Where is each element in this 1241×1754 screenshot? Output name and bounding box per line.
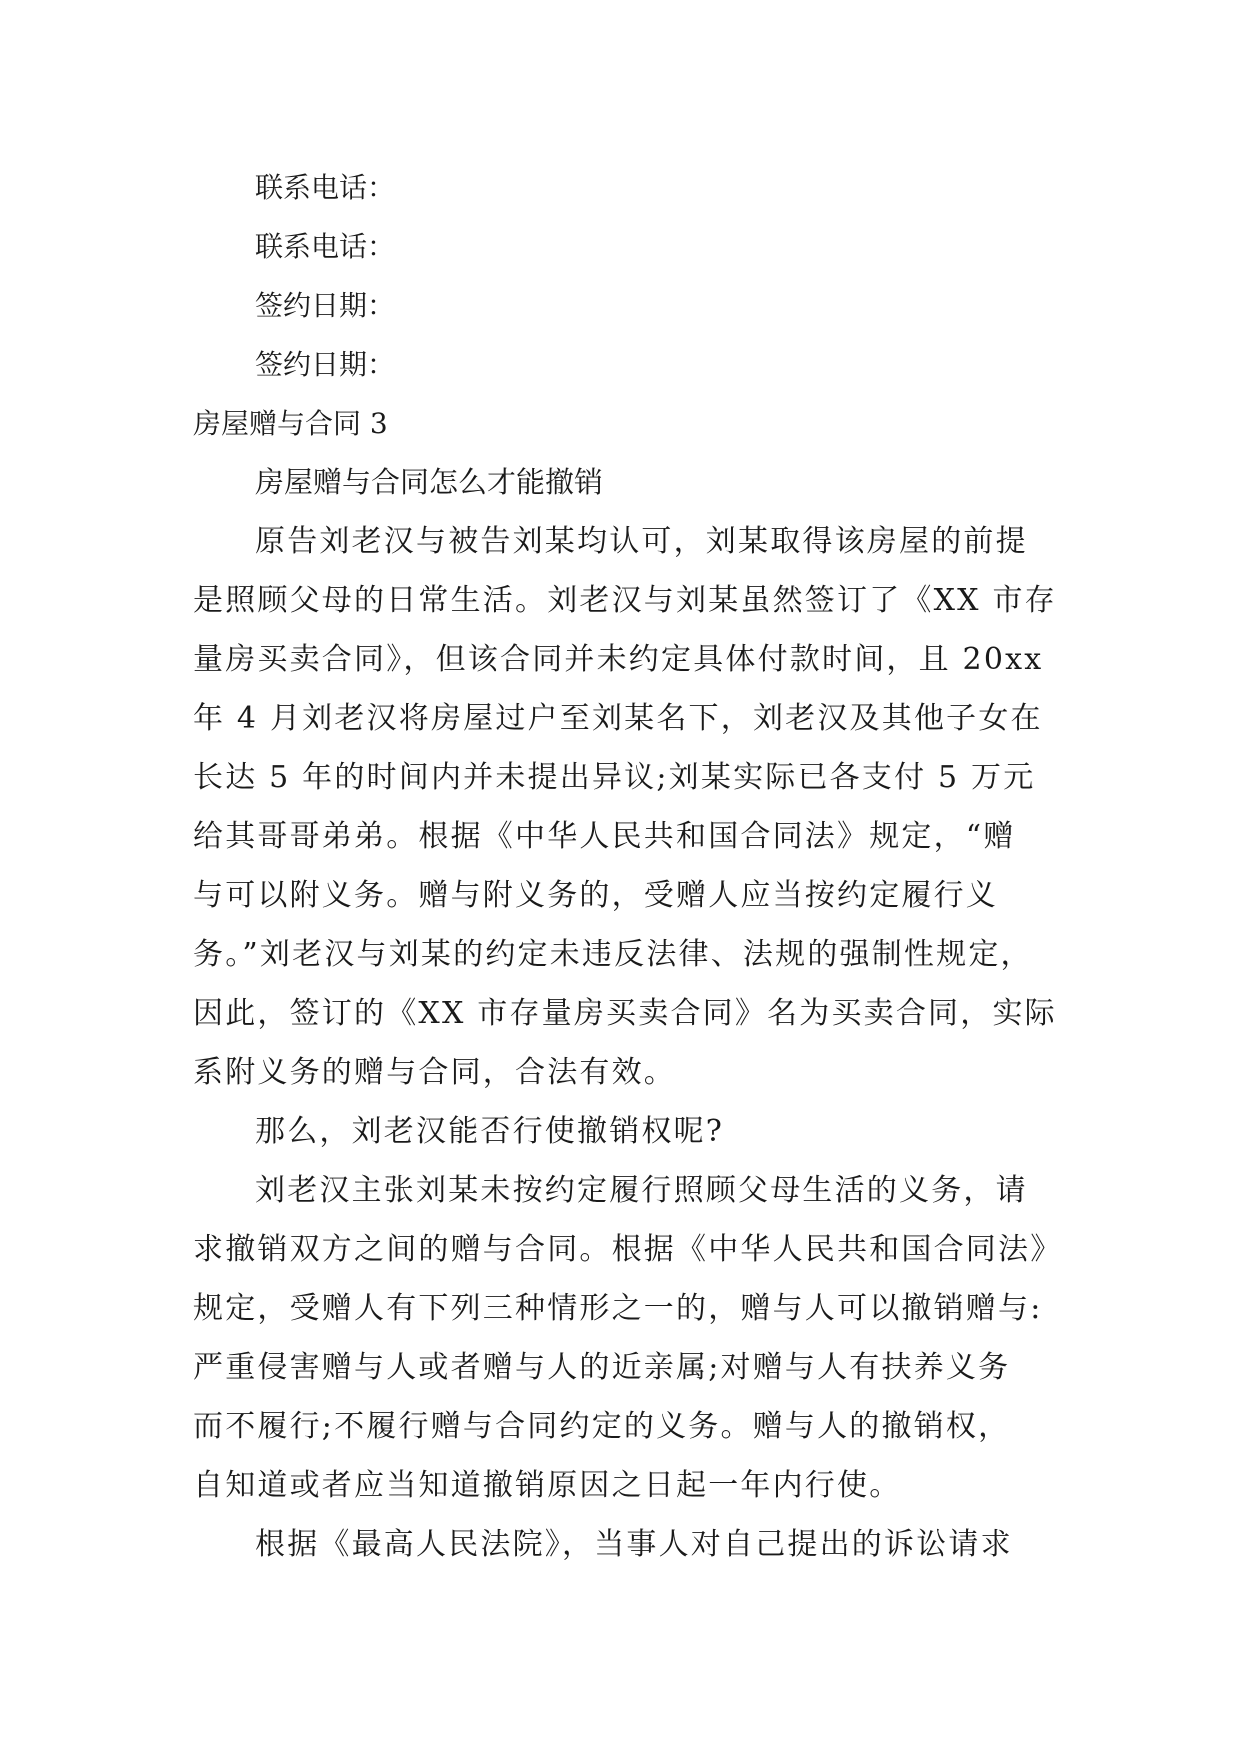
signing-date-label: 签约日期： bbox=[255, 289, 396, 322]
section-title: 房屋赠与合同 3 bbox=[193, 407, 388, 440]
paragraph-line: 与可以附义务。赠与附义务的，受赠人应当按约定履行义 bbox=[193, 878, 998, 913]
paragraph-line: 而不履行;不履行赠与合同约定的义务。赠与人的撤销权， bbox=[193, 1409, 1011, 1444]
paragraph-line: 根据《最高人民法院》，当事人对自己提出的诉讼请求 bbox=[255, 1527, 1013, 1562]
paragraph-line: 系附义务的赠与合同，合法有效。 bbox=[193, 1055, 676, 1090]
paragraph-line: 长达 5 年的时间内并未提出异议;刘某实际已各支付 5 万元 bbox=[193, 760, 1036, 795]
document-body bbox=[193, 158, 1063, 1574]
paragraph-line: 务。”刘老汉与刘某的约定未违反法律、法规的强制性规定， bbox=[193, 937, 1033, 972]
paragraph bbox=[193, 512, 1057, 1102]
signing-date-label: 签约日期： bbox=[255, 348, 396, 381]
paragraph-line: 给其哥哥弟弟。根据《中华人民共和国合同法》规定，“赠 bbox=[193, 819, 1016, 854]
paragraph-line: 求撤销双方之间的赠与合同。根据《中华人民共和国合同法》 bbox=[193, 1232, 1063, 1267]
signature-block bbox=[193, 158, 1053, 394]
paragraph-line: 年 4 月刘老汉将房屋过户至刘某名下，刘老汉及其他子女在 bbox=[193, 701, 1043, 736]
paragraph bbox=[193, 1102, 1053, 1161]
paragraph-line: 量房买卖合同》，但该合同并未约定具体付款时间，且 20xx bbox=[193, 642, 1044, 677]
paragraph-line: 刘老汉主张刘某未按约定履行照顾父母生活的义务，请 bbox=[255, 1173, 1028, 1208]
paragraph bbox=[193, 1161, 1063, 1515]
paragraph-line: 那么，刘老汉能否行使撤销权呢? bbox=[255, 1114, 725, 1149]
contact-phone-label: 联系电话： bbox=[255, 230, 396, 263]
paragraph-line: 原告刘老汉与被告刘某均认可，刘某取得该房屋的前提 bbox=[255, 524, 1028, 559]
paragraph-line: 因此，签订的《XX 市存量房买卖合同》名为买卖合同，实际 bbox=[193, 996, 1057, 1031]
section-subtitle: 房屋赠与合同怎么才能撤销 bbox=[255, 465, 604, 499]
paragraph bbox=[193, 1515, 1053, 1574]
paragraph-line: 是照顾父母的日常生活。刘老汉与刘某虽然签订了《XX 市存 bbox=[193, 583, 1057, 618]
paragraph-line: 规定，受赠人有下列三种情形之一的，赠与人可以撤销赠与: bbox=[193, 1291, 1043, 1326]
paragraph-line: 严重侵害赠与人或者赠与人的近亲属;对赠与人有扶养义务 bbox=[193, 1350, 1011, 1385]
paragraph-line: 自知道或者应当知道撤销原因之日起一年内行使。 bbox=[193, 1468, 902, 1503]
contact-phone-label: 联系电话： bbox=[255, 171, 396, 204]
